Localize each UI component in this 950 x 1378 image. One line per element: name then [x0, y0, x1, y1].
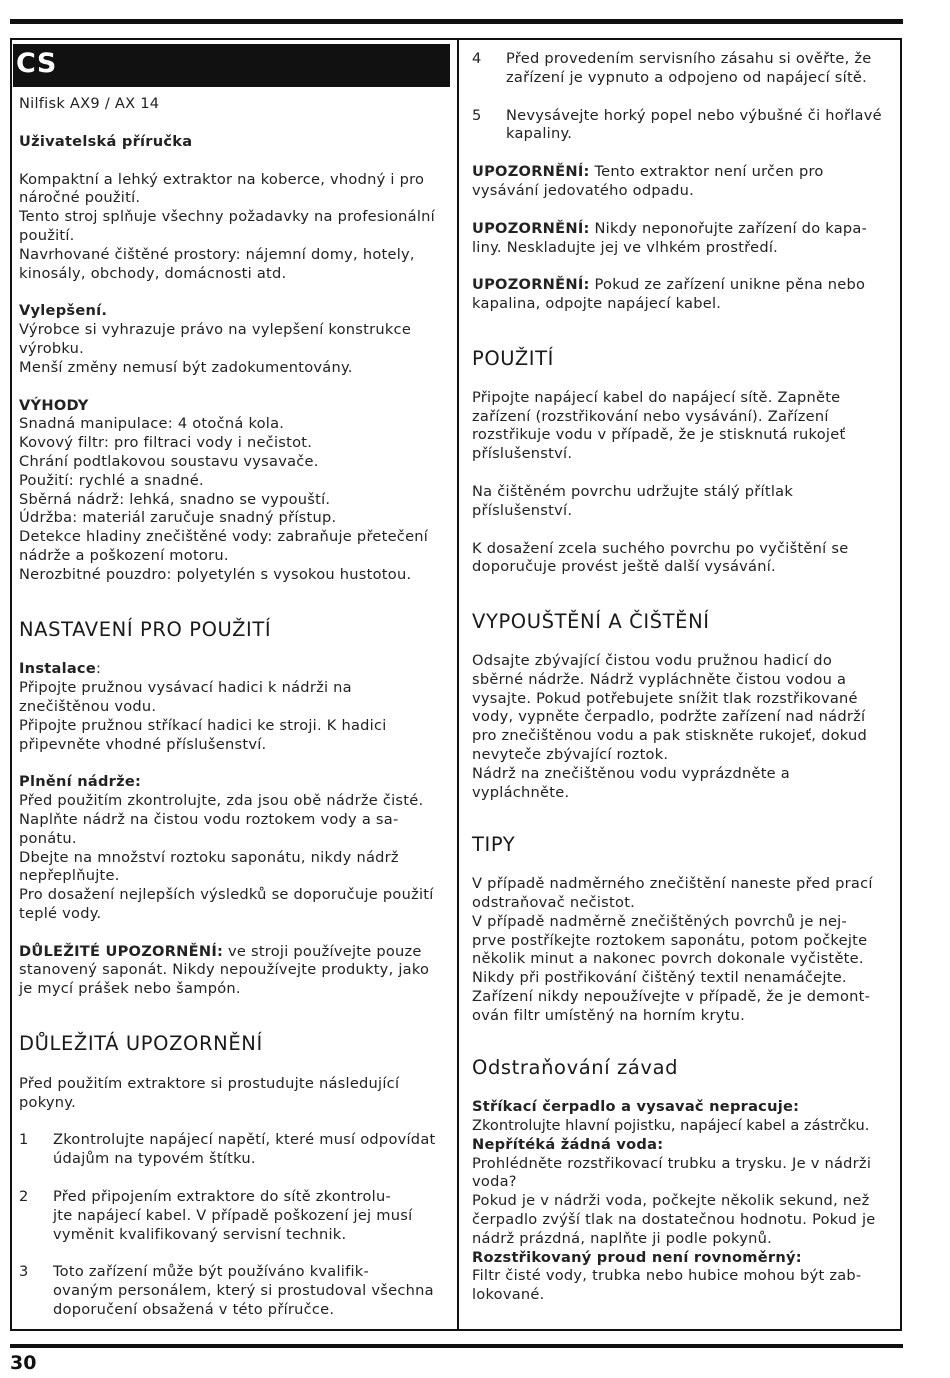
text-line: Nádrž na znečištěnou vodu vyprázdněte a — [472, 764, 790, 782]
text-line: doporučuje provést ještě další vysávání. — [472, 558, 776, 576]
notice-paragraph — [472, 276, 892, 314]
improvements-section — [19, 302, 447, 377]
text-line: příslušenství. — [472, 445, 573, 463]
advantage-item: Použití: rychlé a snadné. — [19, 471, 204, 489]
text-line: Před provedením servisního zásahu si ověřte, že — [506, 50, 872, 67]
notice-paragraph — [472, 163, 892, 201]
text-line: vysajte. Pokud potřebujete snížit tlak rozstřikované — [472, 689, 858, 707]
notice-label: UPOZORNĚNÍ: — [472, 276, 590, 294]
advantage-item: nádrže a poškození motoru. — [19, 546, 229, 564]
text-line: vypláchněte. — [472, 783, 570, 801]
important-first-line: ve stroji používejte pouze — [223, 942, 422, 960]
problem-label: Nepřítéká žádná voda: — [472, 1135, 664, 1153]
setup-heading: NASTAVENÍ PRO POUŽITÍ — [19, 617, 272, 641]
filling-section — [19, 773, 447, 923]
text-line: kapaliny. — [506, 125, 573, 143]
advantage-item: Sběrná nádrž: lehká, snadno se vypouští. — [19, 490, 331, 508]
text-line: Nikdy při postřikování čištěný textil nenamáčejte. — [472, 969, 847, 987]
improvements-title: Vylepšení. — [19, 302, 108, 320]
intro-paragraph — [19, 171, 447, 284]
problem-label: Rozstřikovaný proud není rovnoměrný: — [472, 1248, 802, 1266]
text-line: několik minut a nakonec povrch dokonale vyčistěte. — [472, 950, 864, 968]
text-line: Pro dosažení nejlepších výsledků se doporučuje použití — [19, 886, 434, 904]
text-line: Zkontrolujte hlavní pojistku, napájecí kabel a zástrčku. — [472, 1117, 870, 1135]
text-line: Dbejte na množství roztoku saponátu, nikdy nádrž — [19, 848, 399, 866]
text-line: pokyny. — [19, 1093, 76, 1111]
tips-paragraph — [472, 875, 892, 1025]
text-line: zařízení (rozstřikování nebo vysávání). Zařízení — [472, 407, 829, 425]
problem-label: Stříkací čerpadlo a vysavač nepracuje: — [472, 1098, 800, 1116]
important-notice — [19, 943, 447, 999]
text-line: stanovený saponát. Nikdy nepoužívejte produkty, jako — [19, 961, 430, 979]
text-line: Připojte napájecí kabel do napájecí sítě. Zapněte — [472, 388, 841, 406]
model-name: Nilfisk AX9 / AX 14 — [19, 95, 160, 112]
text-line: zařízení je vypnuto a odpojeno od napájecí sítě. — [506, 68, 868, 86]
text-line: K dosažení zcela suchého povrchu po vyčištění se — [472, 539, 849, 557]
draining-paragraph — [472, 652, 892, 802]
advantage-item: Chrání podtlakovou soustavu vysavače. — [19, 452, 319, 470]
installation-title: Instalace — [19, 660, 96, 678]
notice-first-line: Pokud ze zařízení unikne pěna nebo — [589, 276, 866, 294]
notice-paragraph — [472, 220, 892, 258]
troubleshooting-heading: Odstraňování závad — [472, 1056, 679, 1080]
text-line: Navrhované čištěné prostory: nájemní domy, hotely, — [19, 245, 415, 263]
warnings-intro — [19, 1075, 447, 1113]
text-line: příslušenství. — [472, 501, 573, 519]
text-line: Filtr čisté vody, trubka nebo hubice mohou být zab- — [472, 1267, 862, 1285]
text-line: voda? — [472, 1173, 517, 1191]
text-line: vody, vypněte čerpadlo, podržte zařízení nad nádrží — [472, 708, 866, 726]
top-rule — [10, 19, 903, 24]
draining-heading: VYPOUŠTĚNÍ A ČIŠTĚNÍ — [472, 610, 710, 634]
text-line: Odsajte zbývající čistou vodu pružnou hadicí do — [472, 651, 833, 669]
advantage-item: Údržba: materiál zaručuje snadný přístup. — [19, 509, 337, 527]
text-line: pro znečištěnou vodu a pak stiskněte rukojeť, dokud — [472, 727, 868, 745]
text-line: je mycí prášek nebo šampón. — [19, 980, 241, 998]
usage-heading: POUŽITÍ — [472, 346, 555, 370]
text-line: vyměnit kvalifikovaný servisní technik. — [53, 1225, 347, 1243]
advantage-item: Kovový filtr: pro filtraci vody i nečistot. — [19, 434, 313, 452]
warning-item — [19, 1131, 447, 1169]
text-line: ován filtr umístěný na horním krytu. — [472, 1006, 745, 1024]
text-line: Tento stroj splňuje všechny požadavky na profesionální — [19, 208, 435, 226]
column-divider — [457, 38, 459, 1331]
installation-colon: : — [95, 660, 102, 678]
text-line: vysávání jedovatého odpadu. — [472, 181, 694, 199]
text-line: sběrné nádrže. Nádrž vypláchněte čistou vodou a — [472, 670, 847, 688]
text-line: odstraňovač nečistot. — [472, 893, 636, 911]
text-line: ponátu. — [19, 829, 77, 847]
text-line: výrobku. — [19, 339, 85, 357]
filling-title: Plnění nádrže: — [19, 773, 142, 791]
text-line: Před použitím extraktore si prostudujte následující — [19, 1074, 400, 1092]
text-line: Připojte pružnou stříkací hadici ke stroji. K hadici — [19, 716, 387, 734]
notice-label: UPOZORNĚNÍ: — [472, 219, 590, 237]
advantage-item: Snadná manipulace: 4 otočná kola. — [19, 415, 285, 433]
text-line: náročné použití. — [19, 189, 141, 207]
text-line: kinosály, obchody, domácnosti atd. — [19, 264, 287, 282]
warning-item — [472, 107, 892, 145]
advantage-item: Detekce hladiny znečištěné vody: zabraňuje přetečení — [19, 528, 429, 546]
text-line: připevněte vhodné příslušenství. — [19, 735, 267, 753]
advantage-item: Nerozbitné pouzdro: polyetylén s vysokou hustotou. — [19, 565, 412, 583]
text-line: lokované. — [472, 1286, 545, 1304]
item-number: 1 — [19, 1131, 29, 1149]
text-line: znečištěnou vodu. — [19, 697, 157, 715]
text-line: čerpadlo zvýší tlak na dostatečnou hodnotu. Pokud je — [472, 1211, 876, 1229]
text-line: V případě nadměrně znečištěných povrchů je nej- — [472, 912, 847, 930]
text-line: teplé vody. — [19, 904, 102, 922]
notice-first-line: Nikdy neponořujte zařízení do kapa- — [589, 219, 868, 237]
text-line: liny. Neskladujte jej ve vlhkém prostředí. — [472, 238, 779, 256]
item-number: 3 — [19, 1263, 29, 1281]
text-line: Pokud je v nádrži voda, počkejte několik sekund, než — [472, 1192, 870, 1210]
troubleshooting-section — [472, 1098, 892, 1305]
language-code: CS — [16, 48, 57, 79]
usage-paragraph — [472, 389, 892, 464]
warnings-heading: DŮLEŽITÁ UPOZORNĚNÍ — [19, 1032, 263, 1056]
text-line: jte napájecí kabel. V případě poškození jej musí — [53, 1206, 413, 1224]
text-line: Toto zařízení může být používáno kvalifik- — [53, 1263, 369, 1281]
text-line: rozstřikuje vodu v případě, že je stisknutá rukojeť — [472, 426, 846, 444]
usage-paragraph — [472, 483, 892, 521]
text-line: nádrž prázdná, naplňte ji podle pokynů. — [472, 1229, 772, 1247]
text-line: Kompaktní a lehký extraktor na koberce, vhodný i pro — [19, 170, 425, 188]
text-line: údajům na typovém štítku. — [53, 1150, 256, 1168]
text-line: Připojte pružnou vysávací hadici k nádrži na — [19, 679, 352, 697]
advantages-section — [19, 397, 447, 585]
text-line: kapalina, odpojte napájecí kabel. — [472, 295, 722, 313]
page-number: 30 — [10, 1352, 37, 1374]
item-number: 2 — [19, 1188, 29, 1206]
item-number: 4 — [472, 50, 482, 67]
text-line: Nevysávejte horký popel nebo výbušné či hořlavé — [506, 106, 882, 124]
text-line: Naplňte nádrž na čistou vodu roztokem vody a sa- — [19, 810, 399, 828]
tips-heading: TIPY — [472, 833, 516, 857]
text-line: Před připojením extraktore do sítě zkontrolu- — [53, 1188, 391, 1206]
important-label: DŮLEŽITÉ UPOZORNĚNÍ: — [19, 942, 224, 960]
usage-paragraph — [472, 540, 892, 578]
text-line: Výrobce si vyhrazuje právo na vylepšení konstrukce — [19, 321, 412, 339]
bottom-rule — [10, 1344, 903, 1348]
text-line: Menší změny nemusí být zadokumentovány. — [19, 358, 353, 376]
text-line: Zařízení nikdy nepoužívejte v případě, že je demont- — [472, 987, 871, 1005]
installation-section — [19, 660, 447, 754]
notice-label: UPOZORNĚNÍ: — [472, 163, 590, 181]
warning-item — [19, 1188, 447, 1244]
text-line: prve postříkejte roztokem saponátu, potom počkejte — [472, 931, 868, 949]
text-line: doporučení obsažená v této příručce. — [53, 1301, 335, 1319]
manual-title: Uživatelská příručka — [19, 132, 193, 150]
text-line: Před použitím zkontrolujte, zda jsou obě nádrže čisté. — [19, 792, 424, 810]
language-header — [13, 44, 450, 87]
item-number: 5 — [472, 106, 482, 124]
notice-first-line: Tento extraktor není určen pro — [589, 163, 824, 181]
right-column — [472, 50, 892, 1305]
text-line: Zkontrolujte napájecí napětí, které musí odpovídat — [53, 1131, 436, 1149]
advantages-title: VÝHODY — [19, 396, 89, 414]
text-line: nevyteče zbývající roztok. — [472, 745, 669, 763]
text-line: Prohlédněte rozstřikovací trubku a trysku. Je v nádrži — [472, 1154, 872, 1172]
text-line: V případě nadměrného znečištění naneste před prací — [472, 875, 873, 893]
text-line: nepřeplňujte. — [19, 867, 120, 885]
text-line: použití. — [19, 226, 75, 244]
left-column — [19, 95, 447, 1339]
text-line: Na čištěném povrchu udržujte stálý přítlak — [472, 482, 794, 500]
text-line: ovaným personálem, který si prostudoval všechna — [53, 1282, 434, 1300]
warning-item — [19, 1263, 447, 1319]
warning-item — [472, 50, 892, 88]
